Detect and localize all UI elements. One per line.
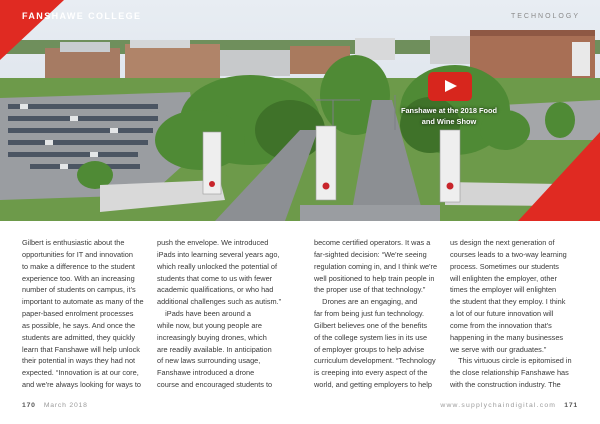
text-line: Gilbert believes one of the benefits	[314, 320, 428, 330]
text-line: happening in the many businesses	[450, 332, 564, 342]
text-line: opportunities for IT and innovation	[22, 249, 133, 259]
text-line: curriculum development. “Technology	[314, 356, 436, 366]
text-line: additional challenges such as autism.”	[157, 297, 282, 307]
text-line: paper-based enrolment processes	[22, 309, 134, 319]
text-line: regulation coming in, and I think we're	[314, 261, 438, 271]
text-line: students are admitted, they quickly	[22, 332, 136, 342]
page-number-right: 171	[564, 402, 578, 409]
article-column-3	[314, 237, 444, 391]
text-line: the close relationship Fanshawe has	[450, 368, 569, 378]
brand-logo-text: FANSHAWE COLLEGE	[22, 11, 142, 21]
section-label: TECHNOLOGY	[510, 13, 580, 20]
text-line: times the employer will enlighten	[450, 285, 557, 295]
footer-left	[22, 402, 88, 409]
text-line: which really unlocked the potential of	[157, 261, 278, 271]
issue-date: March 2018	[43, 402, 88, 409]
text-line: course and encouraged students to	[157, 380, 273, 390]
text-line: are readily available. In anticipation	[157, 344, 272, 354]
text-line: a lot of our future innovation will	[450, 309, 554, 319]
article-column-4	[450, 237, 580, 391]
text-line: Drones are an engaging, and	[314, 297, 418, 307]
text-line: process. Sometimes our students	[450, 261, 559, 271]
text-line: we serve with our graduates.”	[450, 344, 547, 354]
text-line: become certified operators. It was a	[314, 238, 431, 247]
text-line: academic qualifications, or who had	[157, 285, 274, 295]
text-line: will enlighten the employer, other	[450, 273, 557, 283]
text-line: learn that Fanshawe will help unlock	[22, 344, 140, 354]
video-caption[interactable]	[386, 105, 512, 127]
text-line: and we're always looking for ways to	[22, 380, 141, 390]
text-line: increasingly buying drones, which	[157, 332, 267, 342]
text-line: Gilbert is enthusiastic about the	[22, 238, 125, 247]
text-line: of employer groups to help advise	[314, 344, 425, 354]
play-icon	[445, 80, 457, 92]
article-column-2	[157, 237, 297, 391]
text-line: courses leads to a two-way learning	[450, 249, 567, 259]
website-link[interactable]: www.supplychaindigital.com	[440, 402, 557, 409]
text-line: This virtuous circle is epitomised in	[450, 356, 572, 366]
text-line: important to automate as many of the	[22, 297, 144, 307]
text-line: students that come to us with fewer	[157, 273, 273, 283]
footer-right	[440, 402, 578, 409]
text-line: push the envelope. We introduced	[157, 238, 269, 247]
text-line: is creeping into every aspect of the	[314, 368, 428, 378]
text-line: of new laws surrounding usage,	[157, 356, 261, 366]
text-line: well positioned to help train people in	[314, 273, 435, 283]
text-line: far-sighted decision: “We're seeing	[314, 249, 427, 259]
video-play-button[interactable]	[428, 72, 472, 101]
article-column-1	[22, 237, 152, 391]
text-line: iPads have been around a	[157, 309, 251, 319]
text-line: number of students on campus, it's	[22, 285, 136, 295]
text-line: of the college system lies in its use	[314, 332, 428, 342]
text-line: expected. “Innovation is at our core,	[22, 368, 139, 378]
text-line: with the construction industry. The	[450, 380, 561, 390]
text-line: as possible, he says. And once the	[22, 320, 136, 330]
text-line: far from being just fun technology.	[314, 309, 425, 319]
text-line: come from the innovation that's	[450, 320, 552, 330]
video-caption-line: Fanshawe at the 2018 Food	[400, 106, 498, 115]
text-line: Fanshawe introduced a drone	[157, 368, 255, 378]
text-line: world, and getting employers to help	[314, 380, 432, 390]
text-line: while now, but young people are	[157, 320, 262, 330]
text-line: their potential in ways they had not	[22, 356, 136, 366]
text-line: the proper use of that technology.”	[314, 285, 426, 295]
text-line: the student that they employ. I think	[450, 297, 566, 307]
video-caption-line: and Wine Show	[421, 117, 477, 126]
page-number-left: 170	[22, 402, 36, 409]
text-line: experience too. With an increasing	[22, 273, 135, 283]
text-line: us design the next generation of	[450, 238, 555, 247]
text-line: iPads into learning several years ago,	[157, 249, 280, 259]
text-line: to make a difference to the student	[22, 261, 135, 271]
